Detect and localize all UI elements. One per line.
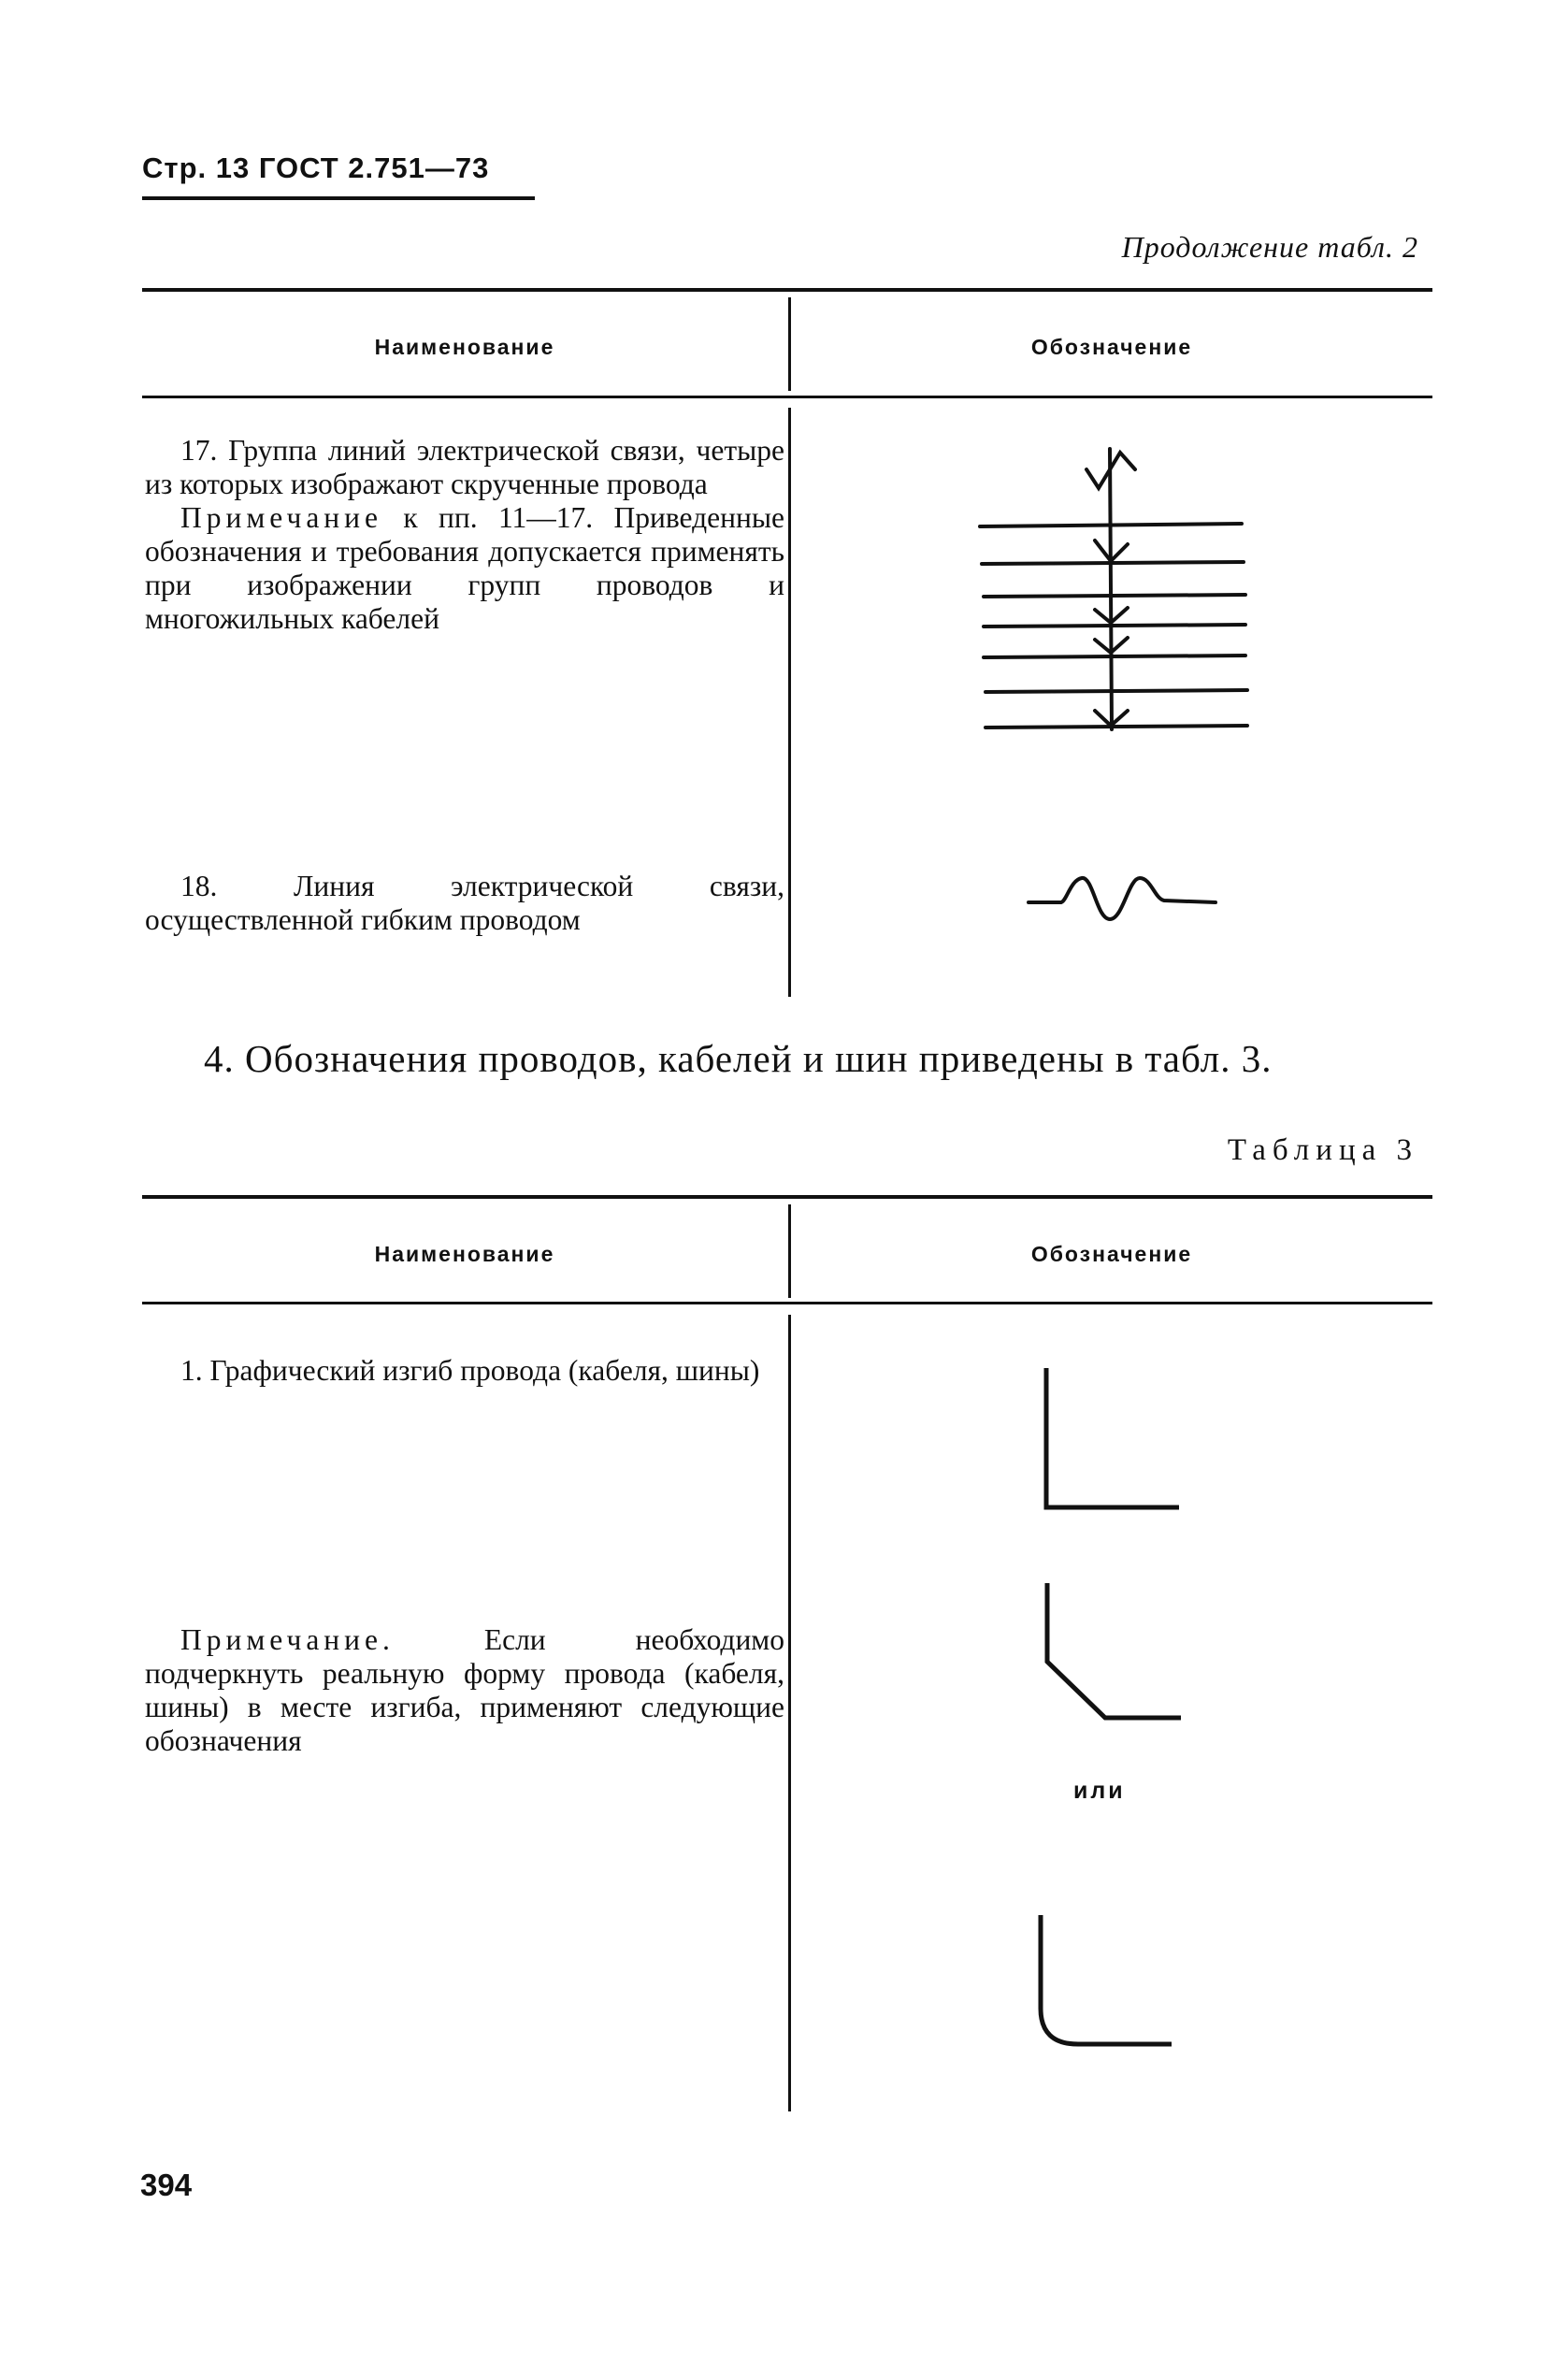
page-number: 394	[140, 2168, 193, 2202]
row-17-text: 17. Группа линий электрической связи, четыре из которых изображают скрученные провода	[145, 434, 784, 500]
table-continuation-label: Продолжение табл. 2	[1121, 230, 1418, 264]
row-17-note	[145, 501, 784, 636]
row-1-text: 1. Графический изгиб провода (кабеля, шины)	[180, 1354, 760, 1387]
paragraph-4: 4. Обозначения проводов, кабелей и шин приведены в табл. 3.	[204, 1037, 1273, 1080]
table3-header-rule	[142, 1302, 1432, 1304]
table2-col-name-header: Наименование	[374, 335, 555, 359]
table3-col-symbol-header: Обозначение	[1030, 1242, 1193, 1266]
table2-top-rule	[142, 288, 1432, 292]
twisted-wires-group-symbol	[972, 439, 1253, 748]
row-1-note-label: Примечание.	[180, 1623, 395, 1656]
table3-body-divider	[788, 1315, 791, 2111]
or-label: или	[1073, 1778, 1126, 1804]
wire-line-5	[984, 656, 1245, 657]
wire-line-3	[984, 595, 1245, 597]
header-underline	[142, 196, 535, 200]
table2-col-symbol-header: Обозначение	[1030, 335, 1193, 359]
table3-top-rule	[142, 1195, 1432, 1199]
table2-body-divider	[788, 408, 791, 997]
wire-line-6	[985, 690, 1247, 692]
wire-bend-chamfered-symbol	[1029, 1576, 1197, 1735]
table2-row-18	[145, 870, 784, 937]
row-17-note-text: к пп. 11—17. Приведенные обозначения и требования допускается применять при изображении групп проводов и многожильных кабелей	[145, 501, 784, 635]
table3-label: Таблица 3	[1227, 1133, 1418, 1167]
wire-line-2	[982, 562, 1244, 564]
table2-header-rule	[142, 396, 1432, 398]
wire-line-4	[984, 625, 1245, 627]
wire-bend-rounded-symbol	[1024, 1908, 1192, 2067]
table2-row-17	[145, 434, 784, 636]
page-header: Стр. 13 ГОСТ 2.751—73	[142, 151, 490, 184]
row-17-note-label: Примечание	[180, 501, 383, 534]
row-1-note-text: Если необходимо подчеркнуть реальную форму провода (кабеля, шины) в месте изгиба, применяют следующие обозначения	[145, 1623, 784, 1757]
twist-axis	[1110, 449, 1112, 729]
row-18-text: 18. Линия электрической связи, осуществленной гибким проводом	[145, 870, 784, 936]
wire-bend-right-angle-symbol	[1029, 1361, 1197, 1520]
wire-line-7	[985, 726, 1247, 728]
flexible-wire-symbol	[1024, 865, 1230, 930]
table3-row-1	[145, 1354, 784, 1388]
table3-row-1-note	[145, 1623, 784, 1758]
table3-col-name-header: Наименование	[374, 1242, 555, 1266]
